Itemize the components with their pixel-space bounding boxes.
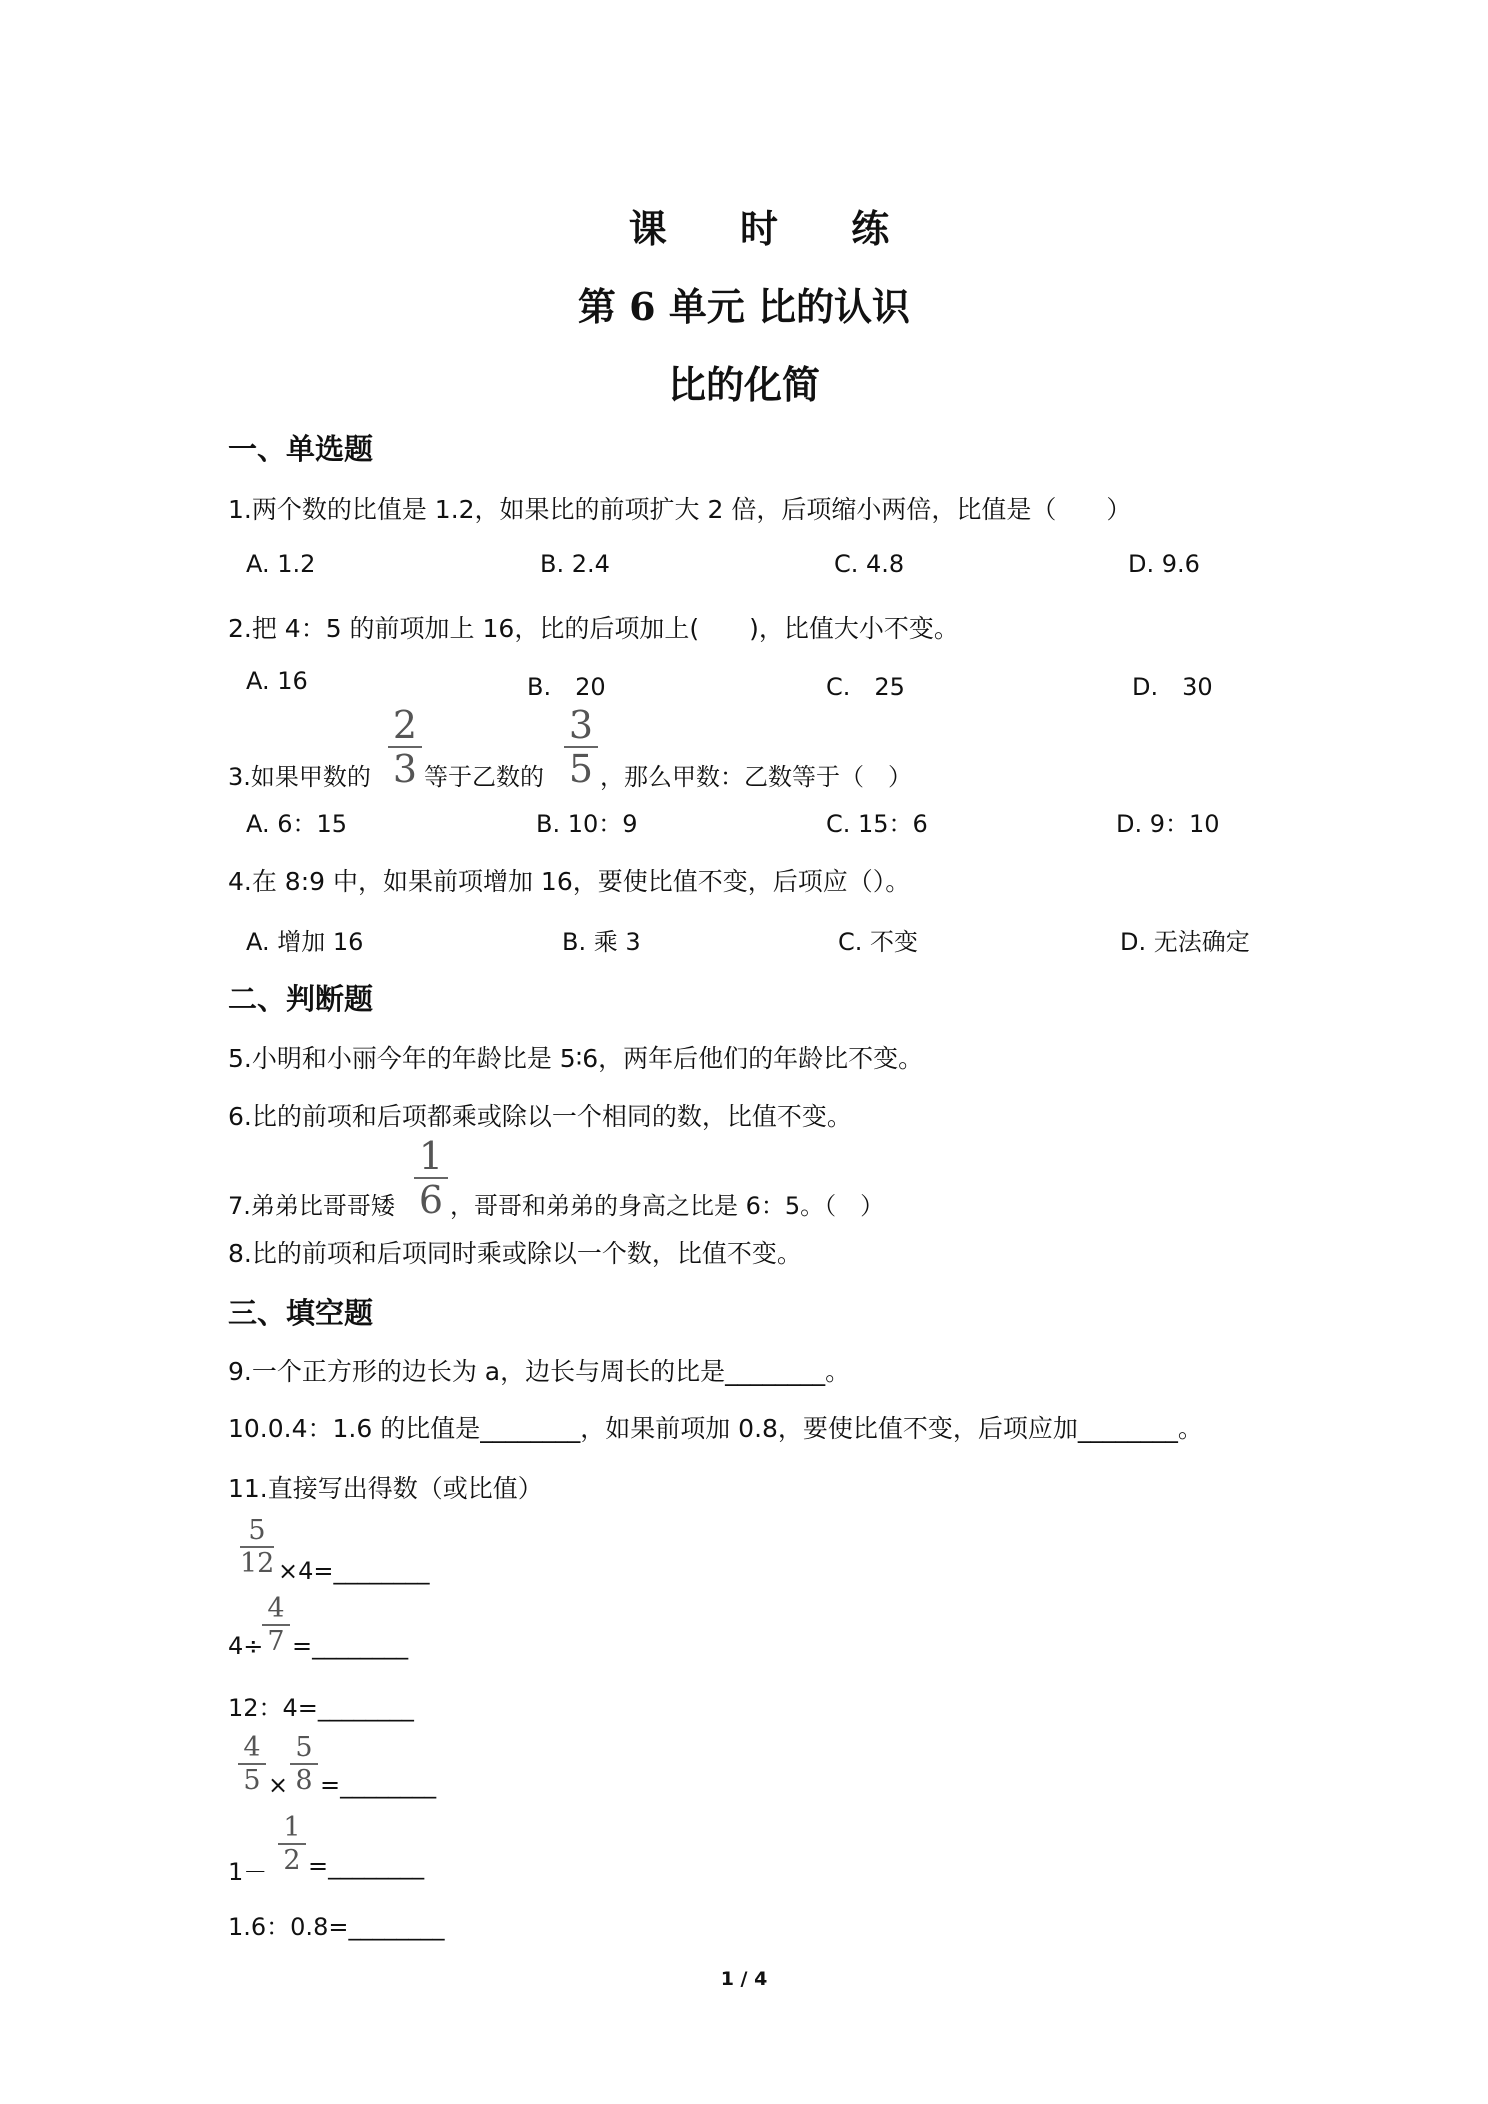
fraction-one-sixth xyxy=(414,1134,448,1222)
option-d[interactable]: D. 无法确定 xyxy=(1120,928,1250,956)
question-8: 8.比的前项和后项同时乘或除以一个数，比值不变。 xyxy=(228,1239,802,1268)
question-4: 4.在 8:9 中，如果前项增加 16，要使比值不变，后项应（）。 xyxy=(228,867,911,896)
question-4-options xyxy=(0,922,1488,962)
question-3-text-1: 3.如果甲数的 xyxy=(228,763,371,791)
fraction-numerator: 4 xyxy=(267,1593,285,1624)
question-7-text-2: ，哥哥和弟弟的身高之比是 6：5。（ ） xyxy=(450,1192,885,1220)
fraction-four-sevenths xyxy=(262,1595,290,1655)
section-heading-true-false: 二、判断题 xyxy=(228,982,374,1016)
q11-item-4-rest: =________ xyxy=(320,1771,437,1799)
fraction-numerator: 1 xyxy=(418,1134,444,1178)
doc-title: 课 时 练 xyxy=(628,206,920,251)
q11-item-3: 12：4=________ xyxy=(228,1694,414,1722)
fraction-denominator: 12 xyxy=(240,1548,275,1579)
q11-item-2-pre: 4÷ xyxy=(228,1632,264,1660)
q11-item-5-pre: 1－ xyxy=(228,1858,268,1886)
option-b[interactable]: B. 10：9 xyxy=(536,810,638,838)
question-6: 6.比的前项和后项都乘或除以一个相同的数，比值不变。 xyxy=(228,1102,852,1131)
fraction-numerator: 3 xyxy=(568,703,594,747)
option-d[interactable]: D. 9.6 xyxy=(1128,550,1200,578)
section-heading-fill-blank: 三、填空题 xyxy=(228,1296,374,1330)
option-a[interactable]: A. 6：15 xyxy=(246,810,348,838)
fraction-denominator: 5 xyxy=(568,747,594,791)
option-a[interactable]: A. 16 xyxy=(246,667,308,695)
question-3-text-2: 等于乙数的 xyxy=(424,763,544,791)
q11-item-2-rest: =________ xyxy=(292,1632,409,1660)
question-11: 11.直接写出得数（或比值） xyxy=(228,1474,543,1503)
fraction-numerator: 1 xyxy=(283,1812,301,1843)
question-3-options xyxy=(0,804,1488,844)
question-5: 5.小明和小丽今年的年龄比是 5∶6，两年后他们的年龄比不变。 xyxy=(228,1044,924,1073)
option-b[interactable]: B. 20 xyxy=(527,673,606,701)
q11-item-4-operator: × xyxy=(268,1771,289,1799)
fraction-numerator: 5 xyxy=(295,1732,313,1763)
question-10: 10.0.4：1.6 的比值是________，如果前项加 0.8，要使比值不变，后项应加________。 xyxy=(228,1414,1203,1443)
fraction-denominator: 8 xyxy=(295,1765,313,1796)
option-d[interactable]: D. 30 xyxy=(1132,673,1213,701)
fraction-five-twelfths xyxy=(240,1517,274,1577)
fraction-numerator: 5 xyxy=(248,1515,266,1546)
question-7-text-1: 7.弟弟比哥哥矮 xyxy=(228,1192,395,1220)
question-2-options xyxy=(0,667,1488,707)
fraction-one-half xyxy=(278,1814,306,1874)
question-3-text-3: ，那么甲数：乙数等于（ ） xyxy=(600,763,912,791)
fraction-four-fifths xyxy=(238,1734,266,1794)
option-c[interactable]: C. 4.8 xyxy=(834,550,905,578)
fraction-numerator: 2 xyxy=(392,703,418,747)
page-number: 1 / 4 xyxy=(720,1968,768,1990)
unit-title: 第 6 单元 比的认识 xyxy=(577,284,911,329)
q11-item-1-rest: ×4=________ xyxy=(278,1557,430,1585)
option-c[interactable]: C. 25 xyxy=(826,673,905,701)
q11-item-6: 1.6：0.8=________ xyxy=(228,1913,445,1941)
fraction-denominator: 2 xyxy=(283,1845,301,1876)
option-a[interactable]: A. 增加 16 xyxy=(246,928,364,956)
q11-item-5-rest: =________ xyxy=(308,1852,425,1880)
option-d[interactable]: D. 9：10 xyxy=(1116,810,1220,838)
fraction-numerator: 4 xyxy=(243,1732,261,1763)
fraction-five-eighths xyxy=(290,1734,318,1794)
fraction-denominator: 7 xyxy=(267,1626,285,1657)
option-b[interactable]: B. 2.4 xyxy=(540,550,610,578)
option-a[interactable]: A. 1.2 xyxy=(246,550,316,578)
question-1: 1.两个数的比值是 1.2，如果比的前项扩大 2 倍，后项缩小两倍，比值是（ ） xyxy=(228,495,1132,524)
fraction-denominator: 6 xyxy=(418,1178,444,1222)
option-c[interactable]: C. 不变 xyxy=(838,928,919,956)
question-1-options xyxy=(0,550,1488,590)
question-2: 2.把 4：5 的前项加上 16，比的后项加上( )，比值大小不变。 xyxy=(228,614,959,643)
fraction-three-fifths xyxy=(564,703,598,791)
option-b[interactable]: B. 乘 3 xyxy=(562,928,641,956)
option-c[interactable]: C. 15：6 xyxy=(826,810,928,838)
fraction-two-thirds xyxy=(388,703,422,791)
fraction-denominator: 5 xyxy=(243,1765,261,1796)
section-heading-single-choice: 一、单选题 xyxy=(228,432,374,466)
fraction-denominator: 3 xyxy=(392,747,418,791)
question-9: 9.一个正方形的边长为 a，边长与周长的比是________。 xyxy=(228,1357,851,1386)
lesson-title: 比的化简 xyxy=(667,362,820,407)
